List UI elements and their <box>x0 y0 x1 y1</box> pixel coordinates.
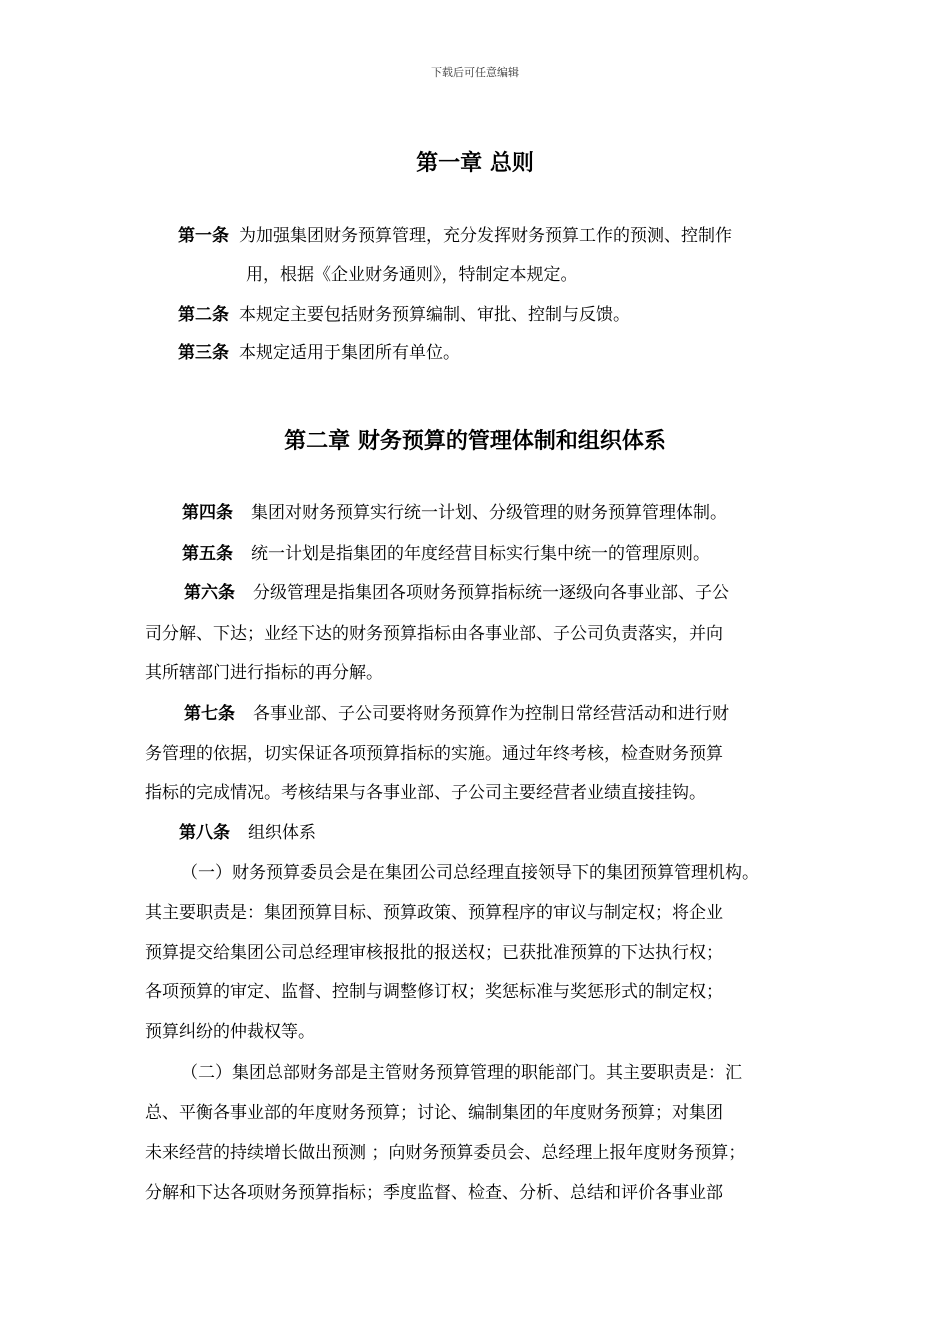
article-4-label: 第四条 <box>182 503 233 523</box>
para-1-line-4: 各项预算的审定、监督、控制与调整修订权；奖惩标准与奖惩形式的制定权； <box>145 982 723 1002</box>
article-1-text: 为加强集团财务预算管理，充分发挥财务预算工作的预测、控制作 <box>239 226 732 246</box>
article-5 <box>182 543 710 565</box>
para-1-line-3: 预算提交给集团公司总经理审核报批的报送权；已获批准预算的下达执行权； <box>145 943 723 963</box>
para-1-line-5: 预算纠纷的仲裁权等。 <box>145 1022 315 1042</box>
chapter-2-title: 第二章 财务预算的管理体制和组织体系 <box>284 429 666 454</box>
article-6-label: 第六条 <box>184 583 235 603</box>
article-3 <box>178 342 460 364</box>
article-3-text: 本规定适用于集团所有单位。 <box>239 343 460 363</box>
article-4 <box>182 502 727 524</box>
article-7-text: 各事业部、子公司要将财务预算作为控制日常经营活动和进行财 <box>253 704 729 724</box>
article-1-line-1 <box>178 225 732 247</box>
article-7-line-3: 指标的完成情况。考核结果与各事业部、子公司主要经营者业绩直接挂钩。 <box>145 783 706 803</box>
article-6-line-3: 其所辖部门进行指标的再分解。 <box>145 663 383 683</box>
para-1-line-1: （一）财务预算委员会是在集团公司总经理直接领导下的集团预算管理机构。 <box>181 863 759 883</box>
article-4-text: 集团对财务预算实行统一计划、分级管理的财务预算管理体制。 <box>251 503 727 523</box>
para-2-line-2: 总、平衡各事业部的年度财务预算；讨论、编制集团的年度财务预算；对集团 <box>145 1103 723 1123</box>
article-3-label: 第三条 <box>178 343 229 363</box>
article-2 <box>178 304 630 326</box>
article-5-text: 统一计划是指集团的年度经营目标实行集中统一的管理原则。 <box>251 544 710 564</box>
article-1-label: 第一条 <box>178 226 229 246</box>
article-6-line-2: 司分解、下达；业经下达的财务预算指标由各事业部、子公司负责落实，并向 <box>145 624 723 644</box>
para-2-line-4: 分解和下达各项财务预算指标；季度监督、检查、分析、总结和评价各事业部 <box>145 1183 723 1203</box>
chapter-1-title: 第一章 总则 <box>416 151 534 176</box>
article-7-line-2: 务管理的依据，切实保证各项预算指标的实施。通过年终考核，检查财务预算 <box>145 744 723 764</box>
article-6-text: 分级管理是指集团各项财务预算指标统一逐级向各事业部、子公 <box>253 583 729 603</box>
article-8-text: 组织体系 <box>248 823 316 843</box>
article-7-line-1 <box>184 703 729 725</box>
article-2-label: 第二条 <box>178 305 229 325</box>
article-8-label: 第八条 <box>179 823 230 843</box>
article-2-text: 本规定主要包括财务预算编制、审批、控制与反馈。 <box>239 305 630 325</box>
article-8 <box>179 822 316 844</box>
para-2-line-1: （二）集团总部财务部是主管财务预算管理的职能部门。其主要职责是：汇 <box>181 1063 742 1083</box>
para-2-line-3: 未来经营的持续增长做出预测 ；向财务预算委员会、总经理上报年度财务预算； <box>145 1143 746 1163</box>
article-5-label: 第五条 <box>182 544 233 564</box>
article-7-label: 第七条 <box>184 704 235 724</box>
page-header: 下载后可任意编辑 <box>431 66 519 79</box>
article-1-line-2: 用，根据《企业财务通则》，特制定本规定。 <box>246 265 578 285</box>
para-1-line-2: 其主要职责是：集团预算目标、预算政策、预算程序的审议与制定权；将企业 <box>145 903 723 923</box>
article-6-line-1 <box>184 582 729 604</box>
